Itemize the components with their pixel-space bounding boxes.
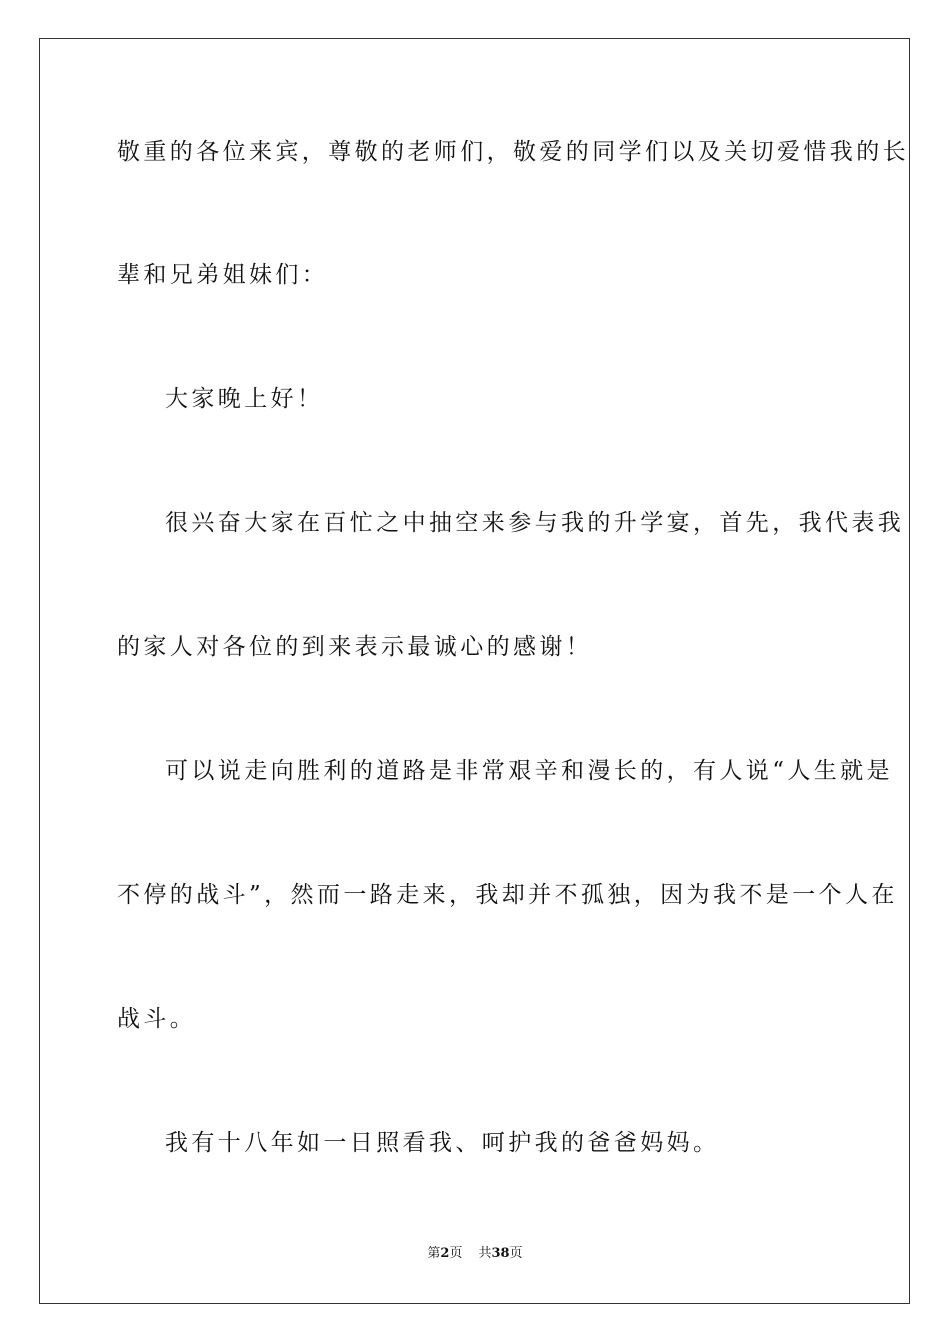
total-pages: 38 (491, 1246, 510, 1261)
body-text-line-9: 我有十八年如一日照看我、呵护我的爸爸妈妈。 (165, 1130, 720, 1156)
page-frame (39, 38, 910, 1304)
body-text-line-3: 大家晚上好！ (165, 386, 324, 412)
total-prefix: 共 (478, 1246, 492, 1261)
body-text-line-8: 战斗。 (117, 1006, 197, 1032)
body-text-line-6: 可以说走向胜利的道路是非常艰辛和漫长的，有人说“人生就是 (165, 758, 893, 784)
total-suffix: 页 (509, 1246, 523, 1261)
body-text-line-2: 辈和兄弟姐妹们： (117, 262, 329, 288)
body-text-line-1: 敬重的各位来宾，尊敬的老师们，敬爱的同学们以及关切爱惜我的长 (117, 139, 909, 165)
body-text-line-5: 的家人对各位的到来表示最诚心的感谢！ (117, 634, 593, 660)
body-text-line-7: 不停的战斗”，然而一路走来，我却并不孤独，因为我不是一个人在 (117, 882, 898, 908)
page-number: 2 (440, 1246, 450, 1261)
page-prefix: 第 (427, 1246, 441, 1261)
page-suffix: 页 (449, 1246, 463, 1261)
body-text-line-4: 很兴奋大家在百忙之中抽空来参与我的升学宴，首先，我代表我 (165, 510, 905, 536)
page-footer (0, 1245, 950, 1263)
